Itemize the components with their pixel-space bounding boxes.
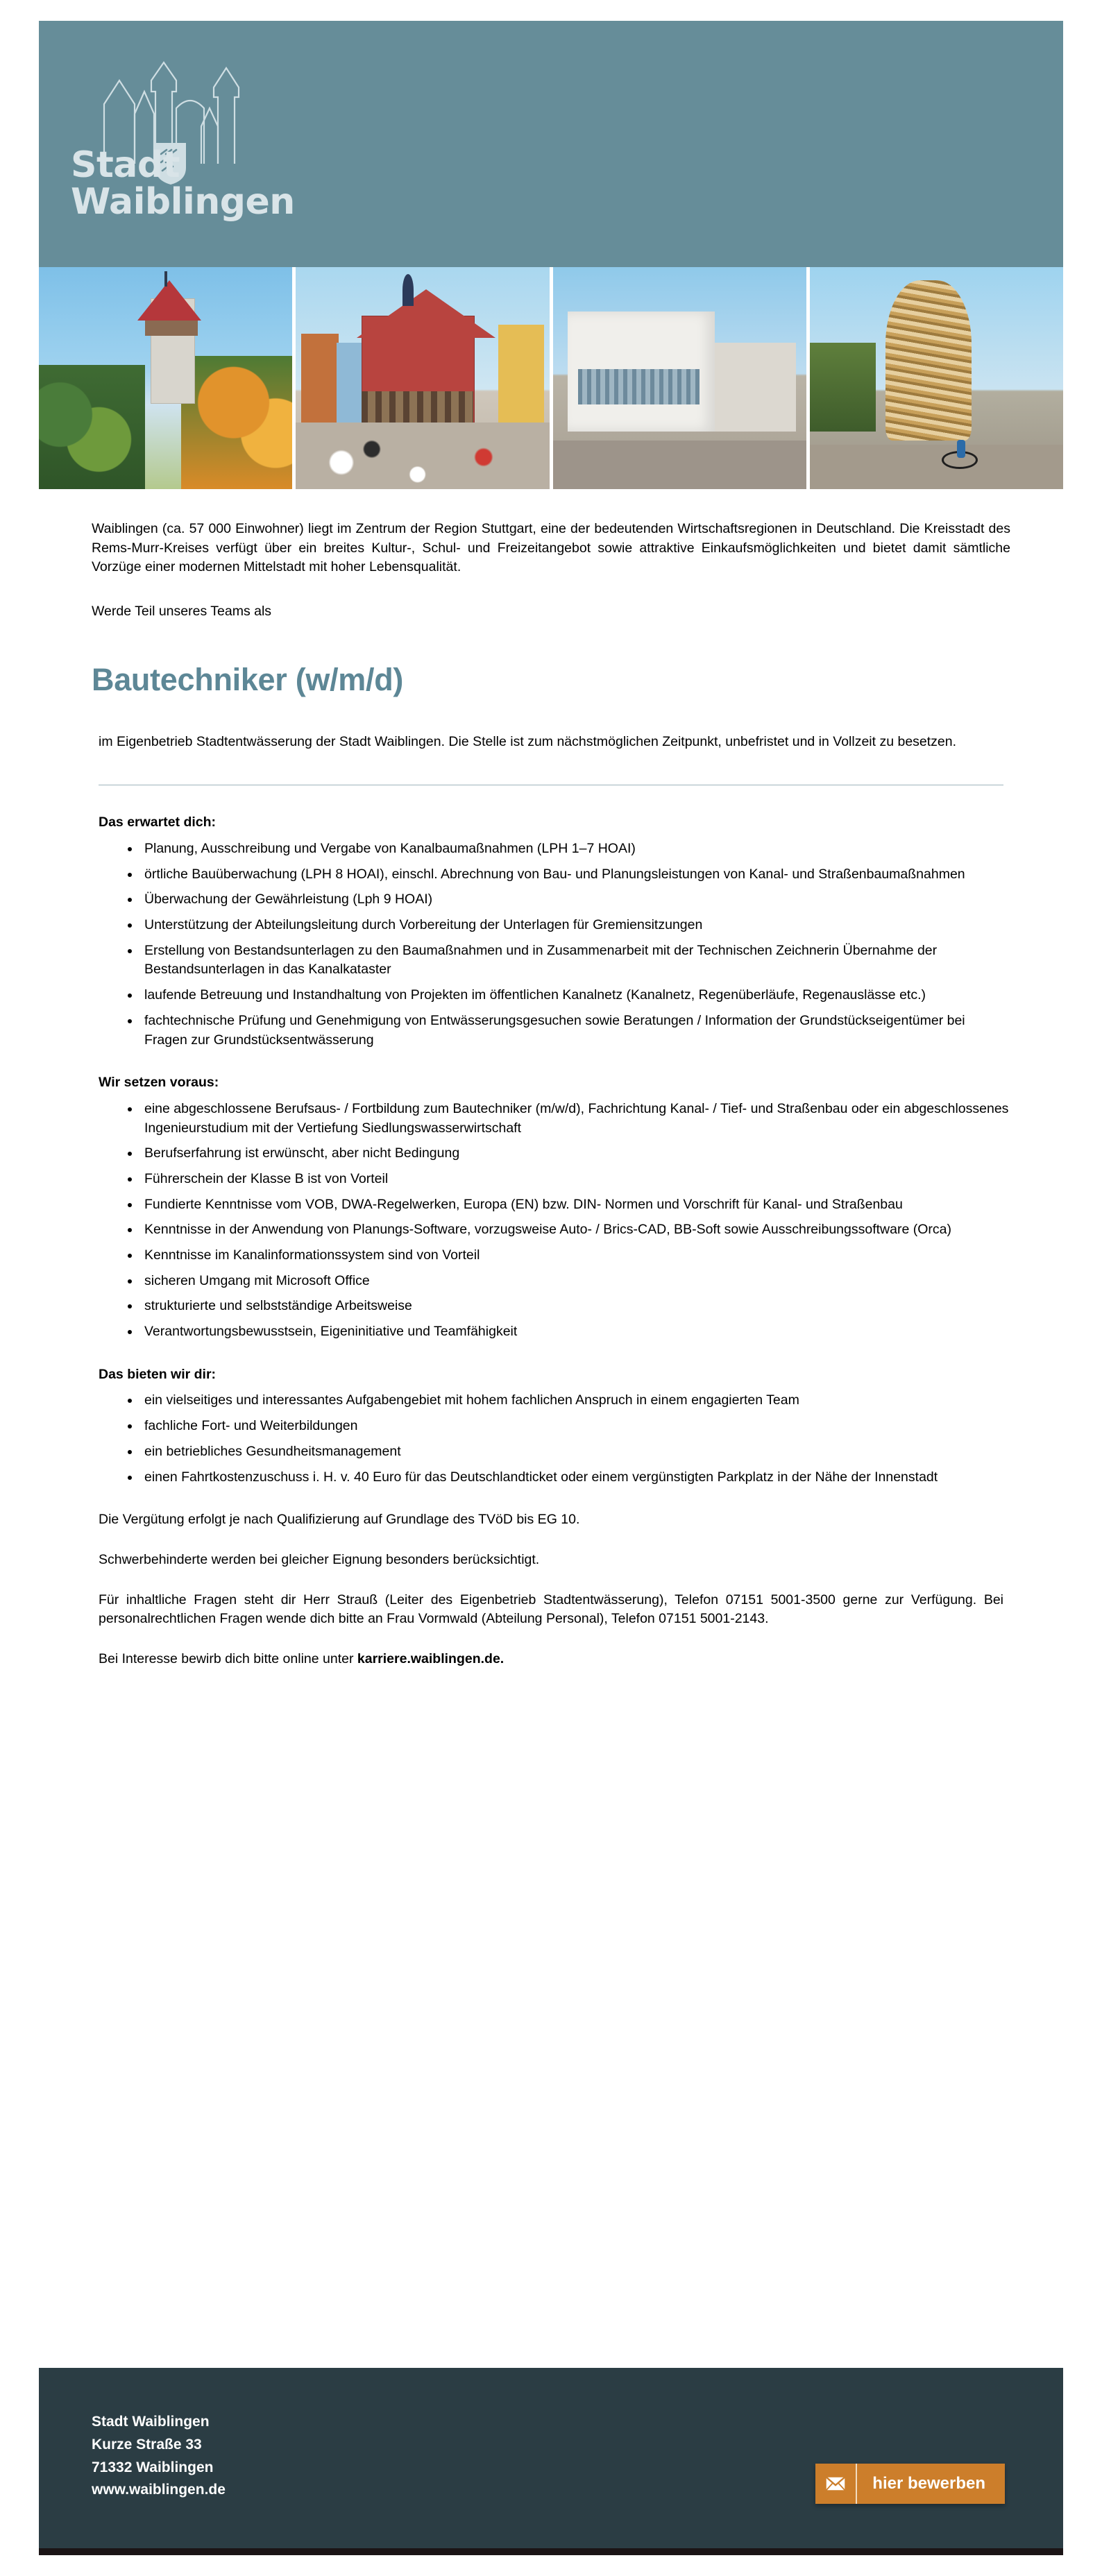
list-item: Unterstützung der Abteilungsleitung durch Vorbereitung der Unterlagen für Gremiensitzungen bbox=[126, 916, 1010, 935]
envelope-icon bbox=[815, 2464, 857, 2504]
list-item: fachtechnische Prüfung und Genehmigung von Entwässerungsgesuchen sowie Beratungen / Information der Grundstückseigentümer bei Fragen zur Grundstücksentwässerung bbox=[126, 1012, 1010, 1050]
posting-content bbox=[39, 489, 1063, 1669]
salary-paragraph: Die Vergütung erfolgt je nach Qualifizierung auf Grundlage des TVöD bis EG 10. bbox=[99, 1512, 580, 1528]
benefits-list bbox=[92, 1391, 1010, 1487]
list-item: Verantwortungsbewusstsein, Eigeninitiative und Teamfähigkeit bbox=[126, 1322, 1010, 1342]
footer-org: Stadt Waiblingen bbox=[92, 2414, 210, 2430]
list-item: Berufserfahrung ist erwünscht, aber nicht Bedingung bbox=[126, 1144, 1010, 1163]
list-item: Planung, Ausschreibung und Vergabe von Kanalbaumaßnahmen (LPH 1–7 HOAI) bbox=[126, 839, 1010, 859]
disability-paragraph: Schwerbehinderte werden bei gleicher Eignung besonders berücksichtigt. bbox=[99, 1551, 540, 1567]
list-item: fachliche Fort- und Weiterbildungen bbox=[126, 1417, 1010, 1436]
intro-paragraph: Waiblingen (ca. 57 000 Einwohner) liegt im Zentrum der Region Stuttgart, eine der bedeutenden Wirtschaftsregionen in Deutschland. Die Kreisstadt des Rems-Murr-Kreises verfügt über ein breites Kultur-, Schul- und Freizeitangebot sowie attraktive Einkaufsmöglichkeiten und bietet damit sämtliche Vorzüge einer modernen Mittelstadt mit hoher Lebensqualität. bbox=[92, 521, 1010, 575]
job-subtitle: im Eigenbetrieb Stadtentwässerung der Stadt Waiblingen. Die Stelle ist zum nächstmöglichen Zeitpunkt, unbefristet und in Vollzeit zu besetzen. bbox=[99, 733, 957, 749]
list-item: Kenntnisse im Kanalinformationssystem sind von Vorteil bbox=[126, 1246, 1010, 1265]
city-logo bbox=[71, 60, 300, 240]
list-item: ein vielseitiges und interessantes Aufgabengebiet mit hohem fachlichen Anspruch in einem engagierten Team bbox=[126, 1391, 1010, 1410]
job-title: Bautechniker (w/m/d) bbox=[92, 661, 404, 697]
footer bbox=[39, 2368, 1063, 2555]
requirements-list bbox=[92, 1100, 1010, 1342]
footer-address bbox=[92, 2411, 226, 2502]
banner-photo-market-square bbox=[296, 267, 549, 489]
footer-street: Kurze Straße 33 bbox=[92, 2436, 202, 2453]
list-item: strukturierte und selbstständige Arbeitsweise bbox=[126, 1297, 1010, 1316]
footer-bottom-strip bbox=[39, 2548, 1063, 2555]
section-heading-requirements: Wir setzen voraus: bbox=[99, 1075, 219, 1091]
lead-line: Werde Teil unseres Teams als bbox=[92, 604, 272, 620]
apply-prefix-text: Bei Interesse bewirb dich bitte online unter bbox=[99, 1650, 357, 1666]
list-item: Überwachung der Gewährleistung (Lph 9 HOAI) bbox=[126, 890, 1010, 910]
list-item: laufende Betreuung und Instandhaltung von Projekten im öffentlichen Kanalnetz (Kanalnetz, Regenüberläufe, Regenauslässe etc.) bbox=[126, 986, 1010, 1005]
logo-line-2: Waiblingen bbox=[71, 181, 295, 223]
list-item: örtliche Bauüberwachung (LPH 8 HOAI), einschl. Abrechnung von Bau- und Planungsleistungen von Kanal- und Straßenbaumaßnahmen bbox=[126, 865, 1010, 885]
list-item: ein betriebliches Gesundheitsmanagement bbox=[126, 1442, 1010, 1462]
apply-button-label: hier bewerben bbox=[872, 2474, 985, 2493]
logo-wordmark bbox=[71, 144, 295, 223]
careers-link[interactable]: karriere.waiblingen.de. bbox=[357, 1650, 505, 1666]
banner-photo-modern-building bbox=[553, 267, 806, 489]
list-item: einen Fahrtkostenzuschuss i. H. v. 40 Euro für das Deutschlandticket oder einem vergünstigten Parkplatz in der Nähe der Innenstadt bbox=[126, 1468, 1010, 1487]
posting-sheet bbox=[39, 21, 1063, 2555]
list-item: sicheren Umgang mit Microsoft Office bbox=[126, 1272, 1010, 1291]
banner-photo-sculpture-cyclist bbox=[810, 267, 1063, 489]
list-item: Erstellung von Bestandsunterlagen zu den Baumaßnahmen und in Zusammenarbeit mit der Technischen Zeichnerin Übernahme der Bestandsunterlagen in das Kanalkataster bbox=[126, 941, 1010, 980]
list-item: Führerschein der Klasse B ist von Vorteil bbox=[126, 1170, 1010, 1189]
photo-banner bbox=[39, 267, 1063, 489]
section-heading-expectations: Das erwartet dich: bbox=[99, 814, 217, 830]
banner-photo-tower bbox=[39, 267, 292, 489]
header-band bbox=[39, 21, 1063, 267]
footer-city: 71332 Waiblingen bbox=[92, 2459, 214, 2475]
apply-paragraph bbox=[99, 1650, 1010, 1669]
list-item: Kenntnisse in der Anwendung von Planungs-Software, vorzugsweise Auto- / Brics-CAD, BB-Soft sowie Ausschreibungssoftware (Orca) bbox=[126, 1220, 1010, 1240]
logo-line-1: Stadt bbox=[71, 144, 180, 186]
contact-paragraph: Für inhaltliche Fragen steht dir Herr Strauß (Leiter des Eigenbetrieb Stadtentwässerung), Telefon 07151 5001-3500 gerne zur Verfügung. Bei personalrechtlichen Fragen wende dich bitte an Frau Vormwald (Abteilung Personal), Telefon 07151 5001-2143. bbox=[99, 1592, 1003, 1627]
list-item: Fundierte Kenntnisse vom VOB, DWA-Regelwerken, Europa (EN) bzw. DIN- Normen und Vorschrift für Kanal- und Straßenbau bbox=[126, 1195, 1010, 1215]
list-item: eine abgeschlossene Berufsaus- / Fortbildung zum Bautechniker (m/w/d), Fachrichtung Kanal- / Tief- und Straßenbau oder ein abgeschlossenes Ingenieurstudium mit der Vertiefung Siedlungswasserwirtschaft bbox=[126, 1100, 1010, 1138]
expectations-list bbox=[92, 839, 1010, 1050]
footer-website[interactable]: www.waiblingen.de bbox=[92, 2482, 226, 2498]
apply-button[interactable] bbox=[815, 2464, 1005, 2504]
section-heading-benefits: Das bieten wir dir: bbox=[99, 1366, 217, 1382]
